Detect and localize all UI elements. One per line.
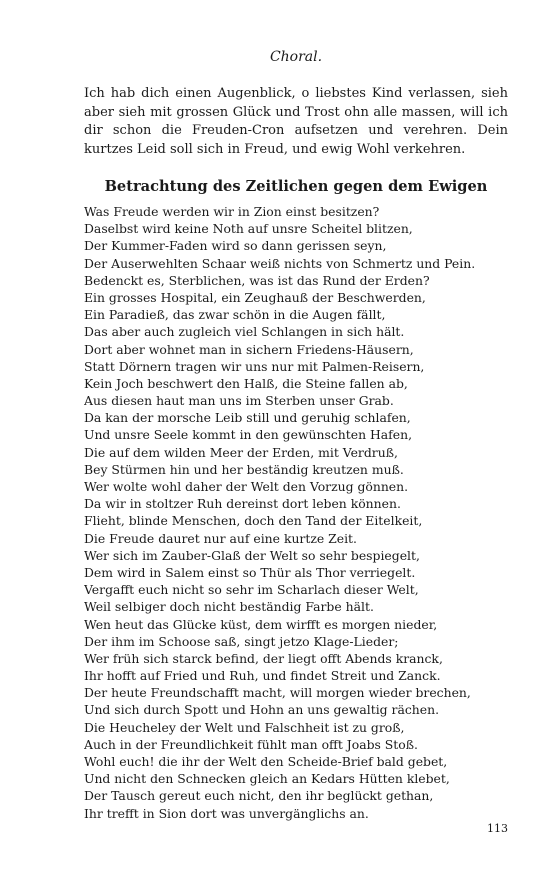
poem-line: Auch in der Freundlichkeit fühlt man offt Joabs Stoß. bbox=[84, 736, 418, 752]
poem-line: Dem wird in Salem einst so Thür als Thor verriegelt. bbox=[84, 564, 416, 580]
poem-line: Ein Paradieß, das zwar schön in die Augen fällt, bbox=[84, 307, 386, 323]
poem-line: Wen heut das Glücke küst, dem wirfft es morgen nieder, bbox=[84, 616, 438, 632]
poem-line: Wer sich im Zauber-Glaß der Welt so sehr bespiegelt, bbox=[84, 547, 420, 563]
poem-line: Wohl euch! die ihr der Welt den Scheide-Brief bald gebet, bbox=[84, 754, 448, 769]
poem-line: Und sich durch Spott und Hohn an uns gewaltig rächen. bbox=[84, 702, 440, 718]
poem-line: Da wir in stoltzer Ruh dereinst dort leben können. bbox=[84, 496, 401, 512]
choral-heading: Choral. bbox=[269, 49, 323, 65]
poem-line: Kein Joch beschwert den Halß, die Steine fallen ab, bbox=[84, 375, 408, 391]
poem-line: Die Heucheley der Welt und Falschheit ist zu groß, bbox=[84, 719, 405, 735]
poem-line: Die Freude dauret nur auf eine kurtze Zeit. bbox=[84, 530, 357, 546]
poem-line: Vergafft euch nicht so sehr im Scharlach dieser Welt, bbox=[84, 582, 419, 598]
book-page bbox=[84, 0, 508, 880]
poem-line: Bedenckt es, Sterblichen, was ist das Rund der Erden? bbox=[84, 272, 430, 288]
poem-line: Ihr hofft auf Fried und Ruh, und findet Streit und Zanck. bbox=[84, 668, 441, 684]
poem-line: Statt Dörnern tragen wir uns nur mit Palmen-Reisern, bbox=[84, 358, 425, 374]
poem-line: Ihr trefft in Sion dort was unvergänglichs an. bbox=[84, 805, 369, 821]
poem-line: Da kan der morsche Leib still und geruhig schlafen, bbox=[84, 410, 411, 426]
poem-line: Wer wolte wohl daher der Welt den Vorzug gönnen. bbox=[84, 479, 409, 494]
poem-line: Der Auserwehlten Schaar weiß nichts von Schmertz und Pein. bbox=[84, 255, 476, 271]
poem-body bbox=[84, 203, 508, 822]
poem-line: Daselbst wird keine Noth auf unsre Scheitel blitzen, bbox=[84, 221, 413, 237]
choral-paragraph: Ich hab dich einen Augenblick, o liebstes Kind verlassen, sieh aber sieh mit grossen Glück und Trost ohn alle massen, will ich dir schon die Freuden-Cron aufsetzen und verehren. Dein kurtzes Leid soll sich in Freud, und ewig Wohl verkehren. bbox=[84, 86, 508, 157]
poem-line: Was Freude werden wir in Zion einst besitzen? bbox=[84, 204, 380, 219]
poem-line: Und unsre Seele kommt in den gewünschten Hafen, bbox=[84, 427, 413, 443]
poem-line: Dort aber wohnet man in sichern Friedens-Häusern, bbox=[84, 341, 414, 357]
poem-line: Und nicht den Schnecken gleich an Kedars Hütten klebet, bbox=[84, 771, 450, 787]
poem-line: Das aber auch zugleich viel Schlangen in sich hält. bbox=[84, 324, 405, 340]
poem-line: Aus diesen haut man uns im Sterben unser Grab. bbox=[84, 393, 394, 409]
page-number: 113 bbox=[487, 822, 508, 835]
poem-line: Der Tausch gereut euch nicht, den ihr beglückt gethan, bbox=[84, 788, 434, 804]
poem-line: Die auf dem wilden Meer der Erden, mit Verdruß, bbox=[84, 444, 398, 460]
poem-line: Wer früh sich starck befind, der liegt offt Abends kranck, bbox=[84, 650, 443, 666]
poem-line: Bey Stürmen hin und her beständig kreutzen muß. bbox=[84, 461, 404, 477]
poem-title: Betrachtung des Zeitlichen gegen dem Ewigen bbox=[104, 178, 488, 195]
poem-line: Flieht, blinde Menschen, doch den Tand der Eitelkeit, bbox=[84, 513, 423, 529]
poem-line: Weil selbiger doch nicht beständig Farbe hält. bbox=[84, 599, 374, 615]
poem-line: Ein grosses Hospital, ein Zeughauß der Beschwerden, bbox=[84, 289, 426, 305]
poem-line: Der Kummer-Faden wird so dann gerissen seyn, bbox=[84, 238, 387, 254]
poem-line: Der ihm im Schoose saß, singt jetzo Klage-Lieder; bbox=[84, 633, 399, 649]
poem-line: Der heute Freundschafft macht, will morgen wieder brechen, bbox=[84, 685, 471, 701]
